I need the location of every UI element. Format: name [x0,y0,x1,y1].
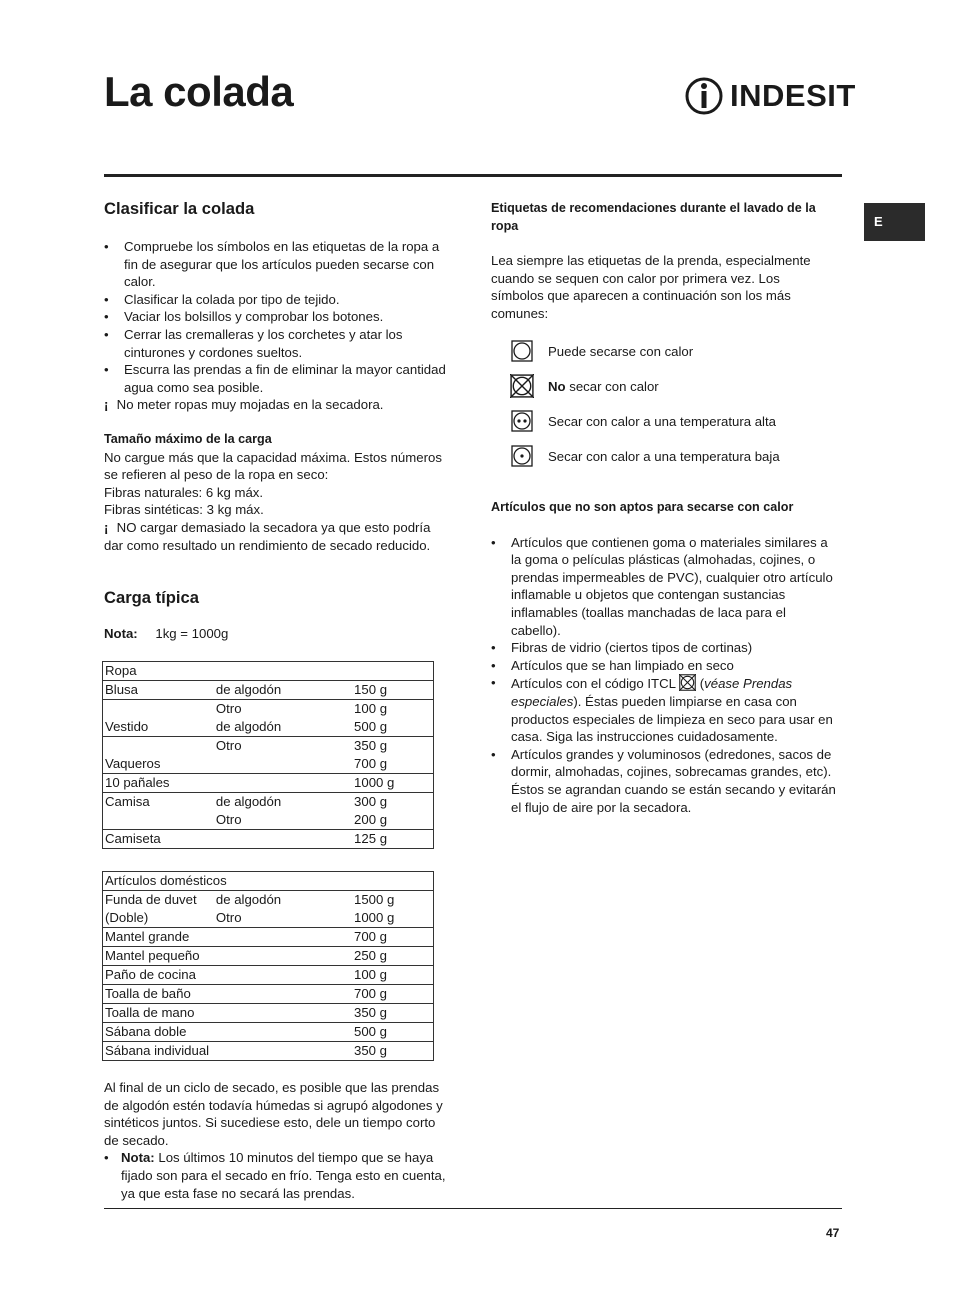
table-row [103,681,434,700]
table-row [103,793,434,812]
no-tumble-dry-icon [510,374,534,398]
itcl-post: ). Éstas pueden limpiarse en casa con productos especiales de limpieza en seco para usar en casa. Siga las instrucciones cuidadosamente. [511,693,833,745]
weight-cell: 350 g [352,737,433,756]
right-column [491,200,836,323]
note-value: 1kg = 1000g [155,626,229,641]
item-cell: 10 pañales [103,774,214,793]
weight-cell: 100 g [352,700,433,719]
tumble-dry-high-icon [511,410,533,432]
final-note-list [104,1149,449,1202]
labels-text: Lea siempre las etiquetas de la prenda, especialmente cuando se sequen con calor por primera vez. Los símbolos que aparecen a continuación son los más comunes: [491,253,811,321]
weight-cell: 350 g [352,1004,433,1023]
max-load-text: No cargue más que la capacidad máxima. Estos números se refieren al peso de la ropa en seco: [104,449,442,483]
language-tab-label: E [874,214,883,229]
weight-cell: 200 g [354,812,388,827]
weight-cell: 100 g [352,966,433,985]
list-item: • Artículos que se han limpiado en seco [491,657,836,675]
final-notes [104,1079,449,1202]
item-cell: (Doble) [105,910,149,925]
symbol-label: Secar con calor a una temperatura baja [548,449,780,464]
item-cell: Vaqueros [105,756,161,771]
table-row [103,811,434,830]
typical-load-heading: Carga típica [104,588,199,607]
symbol-label [548,378,659,396]
table-row [103,737,434,756]
table-row [103,1042,434,1061]
clothes-table [102,661,434,849]
top-divider [104,174,842,177]
fabric-cell [214,1042,352,1061]
symbol-label-text: secar con calor [565,379,659,394]
table-row [103,830,434,849]
max-load-warning [104,519,449,554]
symbol-list [491,338,836,468]
note-label: Nota: [104,626,138,641]
list-item [491,674,836,745]
weight-cell: 1500 g [352,891,433,910]
item-cell: Sábana doble [103,1023,214,1042]
table-row [103,985,434,1004]
fabric-cell: de algodón [214,681,352,700]
weight-cell: 150 g [352,681,433,700]
left-column [104,200,449,554]
table-row [103,891,434,910]
weight-cell: 500 g [354,719,388,734]
item-cell: Mantel pequeño [103,947,214,966]
typical-load-note [104,625,228,643]
item-cell: Vestido [105,719,149,734]
table-row [103,755,434,774]
fabric-cell [214,774,352,793]
fabric-cell [214,947,352,966]
fabric-cell [214,1004,352,1023]
weight-cell: 125 g [352,830,433,849]
warning-text: NO cargar demasiado la secadora ya que esto podría dar como resultado un rendimiento de secado reducido. [104,519,431,553]
fabric-cell [214,966,352,985]
tumble-dry-icon [511,340,533,362]
no-tumble-dry-icon [679,674,696,691]
item-cell: Camiseta [103,830,214,849]
item-cell: Toalla de mano [103,1004,214,1023]
final-text: Al final de un ciclo de secado, es posible que las prendas de algodón estén todavía húmedas si agrupó algodones y sintéticos juntos. Si sucediese esto, dele un tiempo corto de secado. [104,1080,443,1148]
fabric-cell: de algodón [214,793,352,812]
table-row [103,928,434,947]
warning-mark: ¡ [104,519,109,535]
symbol-label: Puede secarse con calor [548,344,694,359]
list-item: • Artículos grandes y voluminosos (edredones, sacos de dormir, almohadas, cojines, sobrecamas grandes, etc). Éstos se agrandan cuando se están secando y evitarán el flujo de aire por la secadora. [491,746,836,816]
itcl-text: Artículos con el código ITCL [511,676,680,692]
note-label: Nota: [121,1150,155,1166]
weight-cell: 250 g [352,947,433,966]
item-cell: Camisa [103,793,214,812]
weight-cell: 300 g [352,793,433,812]
brand-logo [684,74,856,118]
fabric-cell [214,1023,352,1042]
symbol-label-bold: No [548,379,566,394]
unsuitable-heading: Artículos que no son aptos para secarse con calor [491,500,794,514]
page-number: 47 [826,1226,840,1240]
list-item: • Escurra las prendas a fin de eliminar la mayor cantidad agua como sea posible. [104,361,449,396]
unsuitable-section [491,499,836,816]
weight-cell: 700 g [354,756,388,771]
list-item: • Clasificar la colada por tipo de tejido. [104,291,449,309]
warning-mark: ¡ [104,397,109,413]
sort-heading: Clasificar la colada [104,199,255,218]
sort-warning [104,396,449,414]
warning-text: No meter ropas muy mojadas en la secadora. [113,397,384,413]
list-item: • Vaciar los bolsillos y comprobar los botones. [104,308,449,326]
note-text: Los últimos 10 minutos del tiempo que se haya fijado son para el secado en frío. Tenga esto en cuenta, ya que esta fase no secará las prendas. [121,1150,446,1201]
table-header: Artículos domésticos [105,873,227,888]
labels-heading: Etiquetas de recomendaciones durante el lavado de la ropa [491,201,816,233]
table-row [103,1023,434,1042]
fabric-cell [214,985,352,1004]
item-cell: Toalla de baño [103,985,214,1004]
table-row [103,1004,434,1023]
unsuitable-list [491,534,836,817]
fabric-cell [214,928,352,947]
bottom-divider [104,1208,842,1209]
itcl-reference: véase Prendas especiales [511,676,793,709]
fabric-cell: Otro [215,910,242,925]
language-tab [864,203,925,241]
list-item [104,1149,449,1202]
table-row [103,947,434,966]
weight-cell: 1000 g [354,910,395,925]
item-cell: Sábana individual [103,1042,214,1061]
item-cell [103,700,214,719]
max-load-heading: Tamaño máximo de la carga [104,431,272,446]
symbol-label: Secar con calor a una temperatura alta [548,414,776,429]
weight-cell: 500 g [352,1023,433,1042]
brand-wordmark: INDESIT [730,78,856,113]
fabric-cell: Otro [215,812,242,827]
list-item: • Cerrar las cremalleras y los corchetes y atar los cinturones y cordones sueltos. [104,326,449,361]
item-cell: Funda de duvet [103,891,214,910]
item-cell [103,737,214,756]
brand-logo-icon [684,74,726,118]
list-item: • Fibras de vidrio (ciertos tipos de cortinas) [491,639,836,657]
item-cell [103,811,214,830]
household-table-wrap [102,871,434,1061]
fabric-cell: de algodón [214,891,352,910]
sort-list [104,238,449,396]
item-cell: Blusa [103,681,214,700]
itcl-open: ( [696,676,705,692]
table-row [103,774,434,793]
fabric-cell: Otro [214,737,352,756]
tumble-dry-low-icon [511,445,533,467]
table-header: Ropa [105,663,137,678]
item-cell: Mantel grande [103,928,214,947]
fabric-cell [214,830,352,849]
table-row [103,966,434,985]
weight-cell: 1000 g [352,774,433,793]
fabric-cell [214,755,352,774]
item-cell: Paño de cocina [103,966,214,985]
list-item: • Compruebe los símbolos en las etiquetas de la ropa a fin de asegurar que los artículos pueden secarse con calor. [104,238,449,291]
list-item: • Artículos que contienen goma o materiales similares a la goma o películas plásticas (almohadas, cojines, o prendas impermeables de PVC), cualquier otro artículo inflamable u objetos que contengan sustancias inflamables (toallas manchadas de laca para el cabello). [491,534,836,640]
table-row [103,909,434,928]
weight-cell: 700 g [352,928,433,947]
household-table [102,871,434,1061]
table-row [103,718,434,737]
max-load-natural: Fibras naturales: 6 kg máx. [104,484,264,500]
weight-cell: 350 g [352,1042,433,1061]
weight-cell: 700 g [352,985,433,1004]
table-row [103,700,434,719]
clothes-table-wrap [102,661,434,849]
max-load-synthetic: Fibras sintéticas: 3 kg máx. [104,502,264,518]
fabric-cell: de algodón [215,719,282,734]
page-title: La colada [104,68,294,115]
fabric-cell: Otro [214,700,352,719]
